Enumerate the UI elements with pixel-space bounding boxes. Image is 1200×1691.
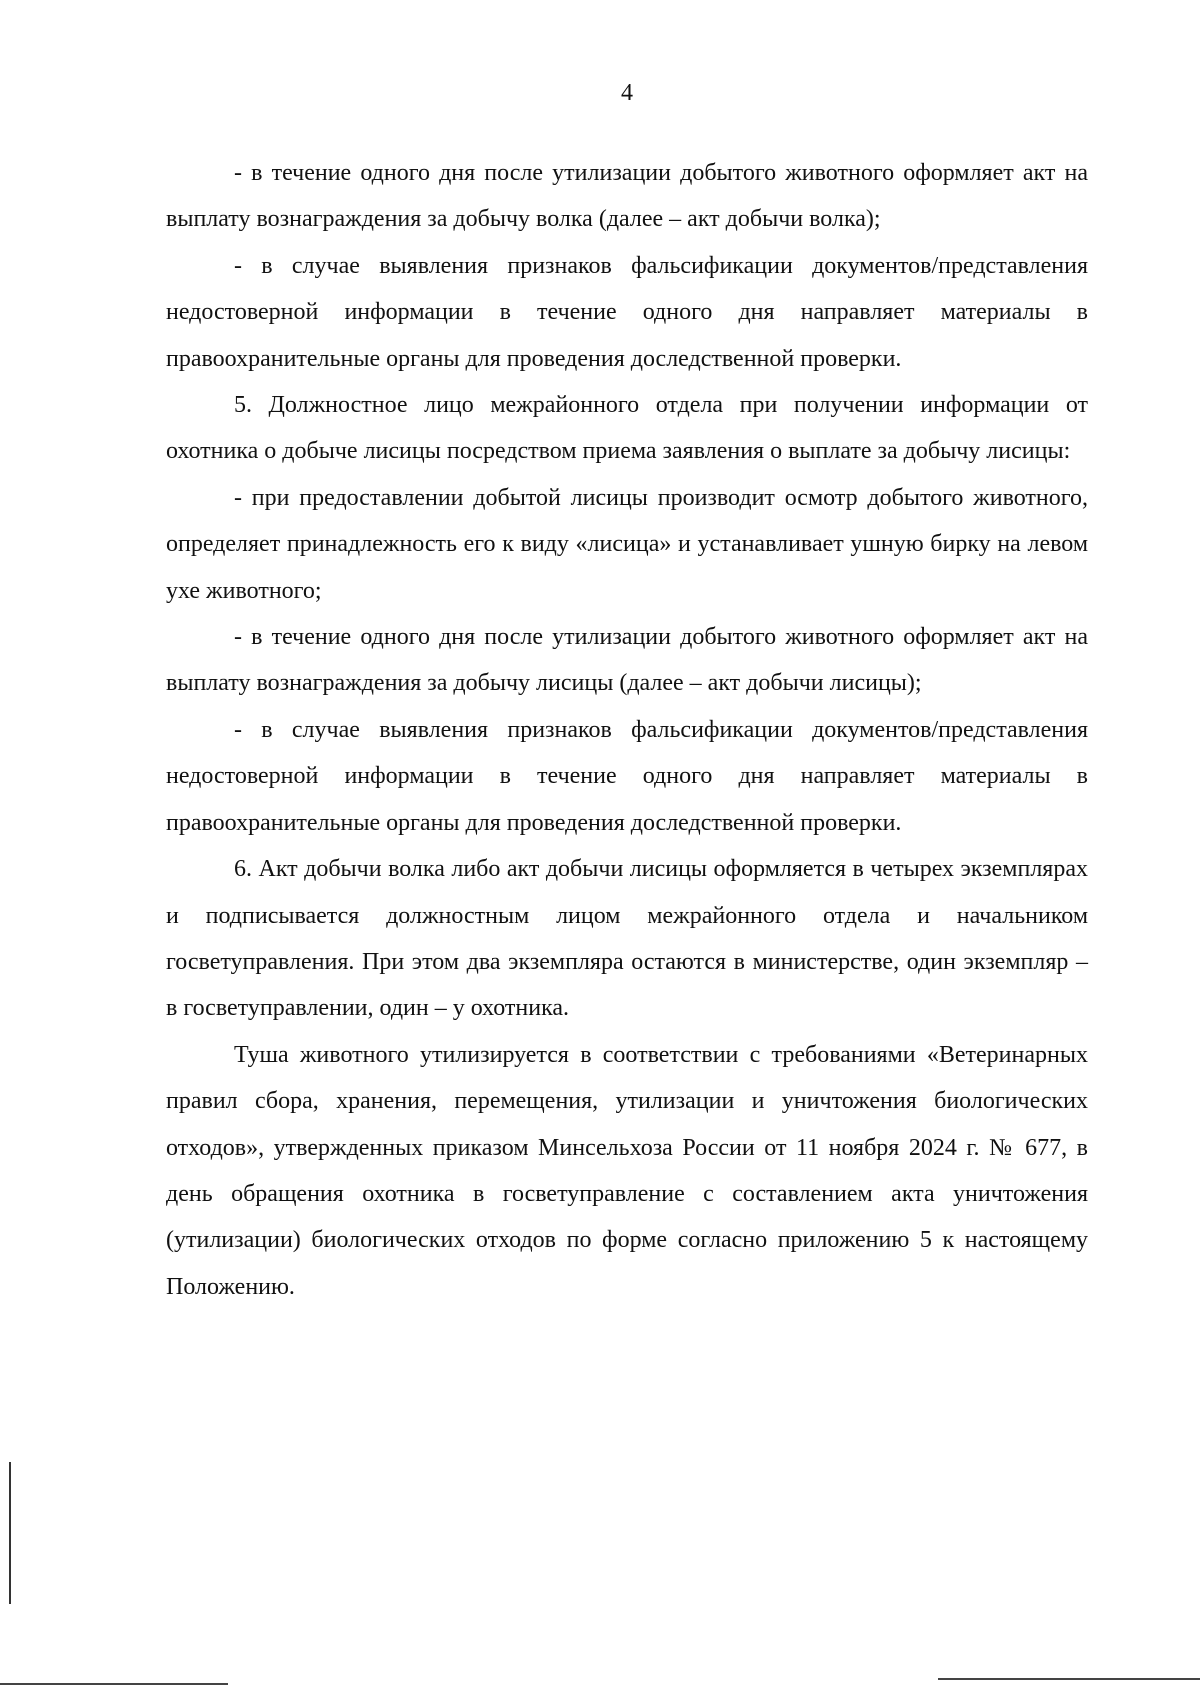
paragraph-act-copies: 6. Акт добычи волка либо акт добычи лисицы оформляется в четырех экземплярах и подписывается должностным лицом межрайонного отдела и начальником госветуправления. При этом два экземпляра остаются в министерстве, один экземпляр – в госветуправлении, один – у охотника. (166, 856, 1088, 1022)
scan-edge-line-left (0, 1683, 228, 1685)
page-number: 4 (621, 80, 633, 106)
paragraph-fox-inspection: - при предоставлении добытой лисицы производит осмотр добытого животного, определяет принадлежность его к виду «лисица» и устанавливает ушную бирку на левом ухе животного; (166, 484, 1088, 604)
scan-margin-line (9, 1462, 11, 1604)
paragraph-carcass-disposal: Туша животного утилизируется в соответствии с требованиями «Ветеринарных правил сбора, хранения, перемещения, утилизации и уничтожения биологических отходов», утвержденных приказом Минсельхоза России от 11 ноября 2024 г. № 677, в день обращения охотника в госветуправление с составлением акта уничтожения (утилизации) биологических отходов по форме согласно приложению 5 к настоящему Положению. (166, 1041, 1088, 1300)
scan-edge-line-right (938, 1678, 1200, 1680)
paragraph-wolf-falsification: - в случае выявления признаков фальсификации документов/представления недостоверной информации в течение одного дня направляет материалы в правоохранительные органы для проведения доследственной проверки. (166, 252, 1088, 372)
paragraph-fox-falsification: - в случае выявления признаков фальсификации документов/представления недостоверной информации в течение одного дня направляет материалы в правоохранительные органы для проведения доследственной проверки. (166, 716, 1088, 836)
paragraph-fox-act: - в течение одного дня после утилизации добытого животного оформляет акт на выплату вознаграждения за добычу лисицы (далее – акт добычи лисицы); (166, 624, 1088, 697)
paragraph-fox-intro: 5. Должностное лицо межрайонного отдела при получении информации от охотника о добыче лисицы посредством приема заявления о выплате за добычу лисицы: (166, 392, 1088, 465)
document-body (166, 150, 1088, 1310)
paragraph-wolf-act: - в течение одного дня после утилизации добытого животного оформляет акт на выплату вознаграждения за добычу волка (далее – акт добычи волка); (166, 160, 1088, 233)
